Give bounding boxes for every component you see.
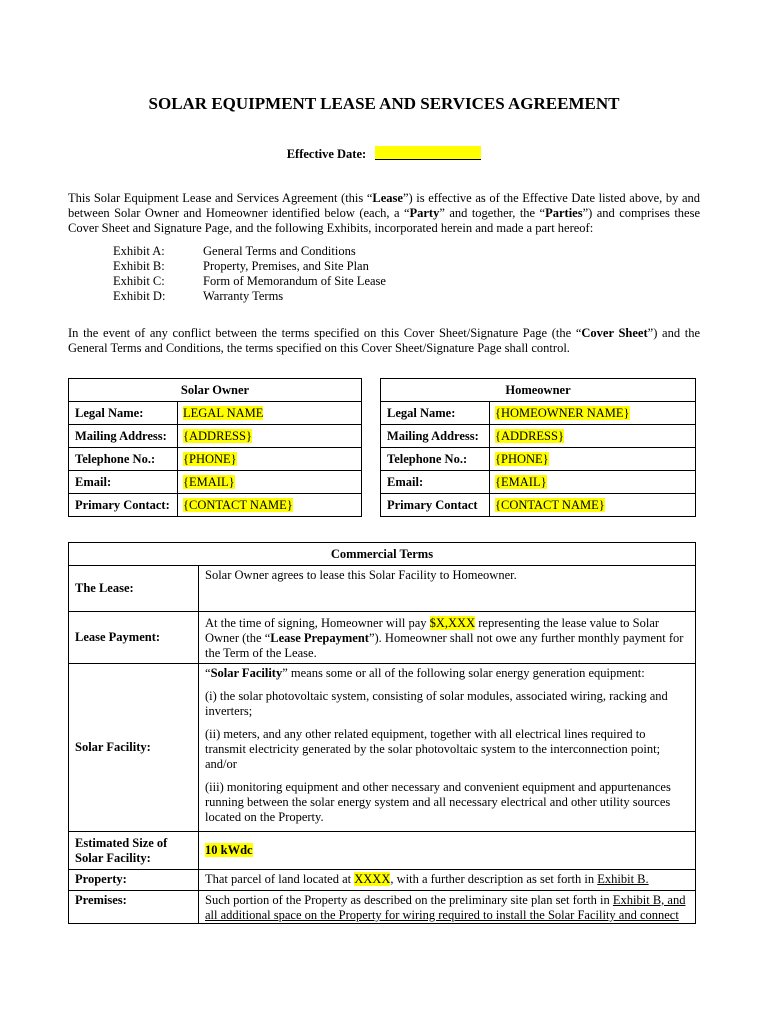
lease-payment-label: Lease Payment: xyxy=(69,612,199,664)
table-row: Primary Contact: {CONTACT NAME} xyxy=(69,494,362,517)
solar-owner-table xyxy=(68,378,362,517)
commercial-terms-table xyxy=(68,542,696,924)
field-value[interactable]: {CONTACT NAME} xyxy=(495,497,605,512)
lease-text: Solar Owner agrees to lease this Solar Facility to Homeowner. xyxy=(199,566,696,612)
field-value[interactable]: {EMAIL} xyxy=(495,474,547,489)
table-row: Telephone No.: {PHONE} xyxy=(69,448,362,471)
exhibit-list xyxy=(113,244,386,304)
homeowner-heading: Homeowner xyxy=(381,379,696,402)
property-label: Property: xyxy=(69,870,199,891)
exhibit-item: Exhibit D: Warranty Terms xyxy=(113,289,284,303)
exhibit-item: Exhibit A: General Terms and Conditions xyxy=(113,244,356,258)
field-value[interactable]: {PHONE} xyxy=(183,451,237,466)
property-address[interactable]: XXXX xyxy=(354,872,391,886)
premises-label: Premises: xyxy=(69,891,199,924)
exhibit-item: Exhibit C: Form of Memorandum of Site Lease xyxy=(113,274,386,288)
effective-date-blank[interactable] xyxy=(375,146,481,160)
field-value[interactable]: {ADDRESS} xyxy=(495,428,564,443)
table-row: Mailing Address: {ADDRESS} xyxy=(381,425,696,448)
table-row xyxy=(69,870,696,891)
table-row: Legal Name: LEGAL NAME xyxy=(69,402,362,425)
table-row: Legal Name: {HOMEOWNER NAME} xyxy=(381,402,696,425)
table-row: Mailing Address: {ADDRESS} xyxy=(69,425,362,448)
solar-facility-text: “Solar Facility” means some or all of the following solar energy generation equipment: (i) the solar photovoltaic system, consisting of solar modules, associated wiring, racking and inverters; (ii) meters, and any other related equipment, together with all electrical lines required to transmit electricity generated by the solar photovoltaic system to the interconnection point; and/or (iii) monitoring equipment and other necessary and convenient equipment and appurtenances running between the solar energy system and all necessary electrical and other utility sources located on the Property. xyxy=(199,664,696,832)
size-label: Estimated Size of Solar Facility: xyxy=(69,832,199,870)
field-value[interactable]: LEGAL NAME xyxy=(183,405,264,420)
effective-date-line xyxy=(0,146,768,162)
table-row xyxy=(69,566,696,612)
table-row: Email: {EMAIL} xyxy=(381,471,696,494)
solar-facility-label: Solar Facility: xyxy=(69,664,199,832)
field-value[interactable]: {CONTACT NAME} xyxy=(183,497,293,512)
table-row xyxy=(69,664,696,832)
exhibit-item: Exhibit B: Property, Premises, and Site Plan xyxy=(113,259,369,273)
intro-paragraph: This Solar Equipment Lease and Services Agreement (this “Lease”) is effective as of the Effective Date listed above, by and between Solar Owner and Homeowner identified below (each, a “Party” and together, the “Parties”) and comprises these Cover Sheet and Signature Page, and the following Exhibits, incorporated herein and made a part hereof: xyxy=(68,191,700,235)
field-value[interactable]: {ADDRESS} xyxy=(183,428,252,443)
payment-amount[interactable]: $X,XXX xyxy=(429,616,476,630)
table-row: Email: {EMAIL} xyxy=(69,471,362,494)
document-title: SOLAR EQUIPMENT LEASE AND SERVICES AGREEMENT xyxy=(148,94,620,113)
lease-label: The Lease: xyxy=(69,566,199,612)
table-row xyxy=(69,612,696,664)
solar-owner-heading: Solar Owner xyxy=(69,379,362,402)
commercial-terms-heading: Commercial Terms xyxy=(69,543,696,566)
premises-text: Such portion of the Property as described on the preliminary site plan set forth in Exhibit B, and all additional space on the Property for wiring required to install the Solar Facility and connect xyxy=(199,891,696,924)
lease-payment-text: At the time of signing, Homeowner will pay $X,XXX representing the lease value to Solar Owner (the “Lease Prepayment”). Homeowner shall not owe any further monthly payment for the Term of the Lease. xyxy=(199,612,696,664)
size-value[interactable]: 10 kWdc xyxy=(205,843,253,857)
table-row: Primary Contact {CONTACT NAME} xyxy=(381,494,696,517)
effective-date-label: Effective Date: xyxy=(286,147,367,161)
field-value[interactable]: {HOMEOWNER NAME} xyxy=(495,405,630,420)
homeowner-table xyxy=(380,378,696,517)
conflict-paragraph: In the event of any conflict between the terms specified on this Cover Sheet/Signature Page (the “Cover Sheet”) and the General Terms and Conditions, the terms specified on this Cover Sheet/Signature Page shall control. xyxy=(68,326,701,355)
property-text: That parcel of land located at XXXX, with a further description as set forth in Exhibit B. xyxy=(199,870,696,891)
table-row: Telephone No.: {PHONE} xyxy=(381,448,696,471)
table-row xyxy=(69,891,696,924)
field-value[interactable]: {PHONE} xyxy=(495,451,549,466)
field-value[interactable]: {EMAIL} xyxy=(183,474,235,489)
table-row xyxy=(69,832,696,870)
